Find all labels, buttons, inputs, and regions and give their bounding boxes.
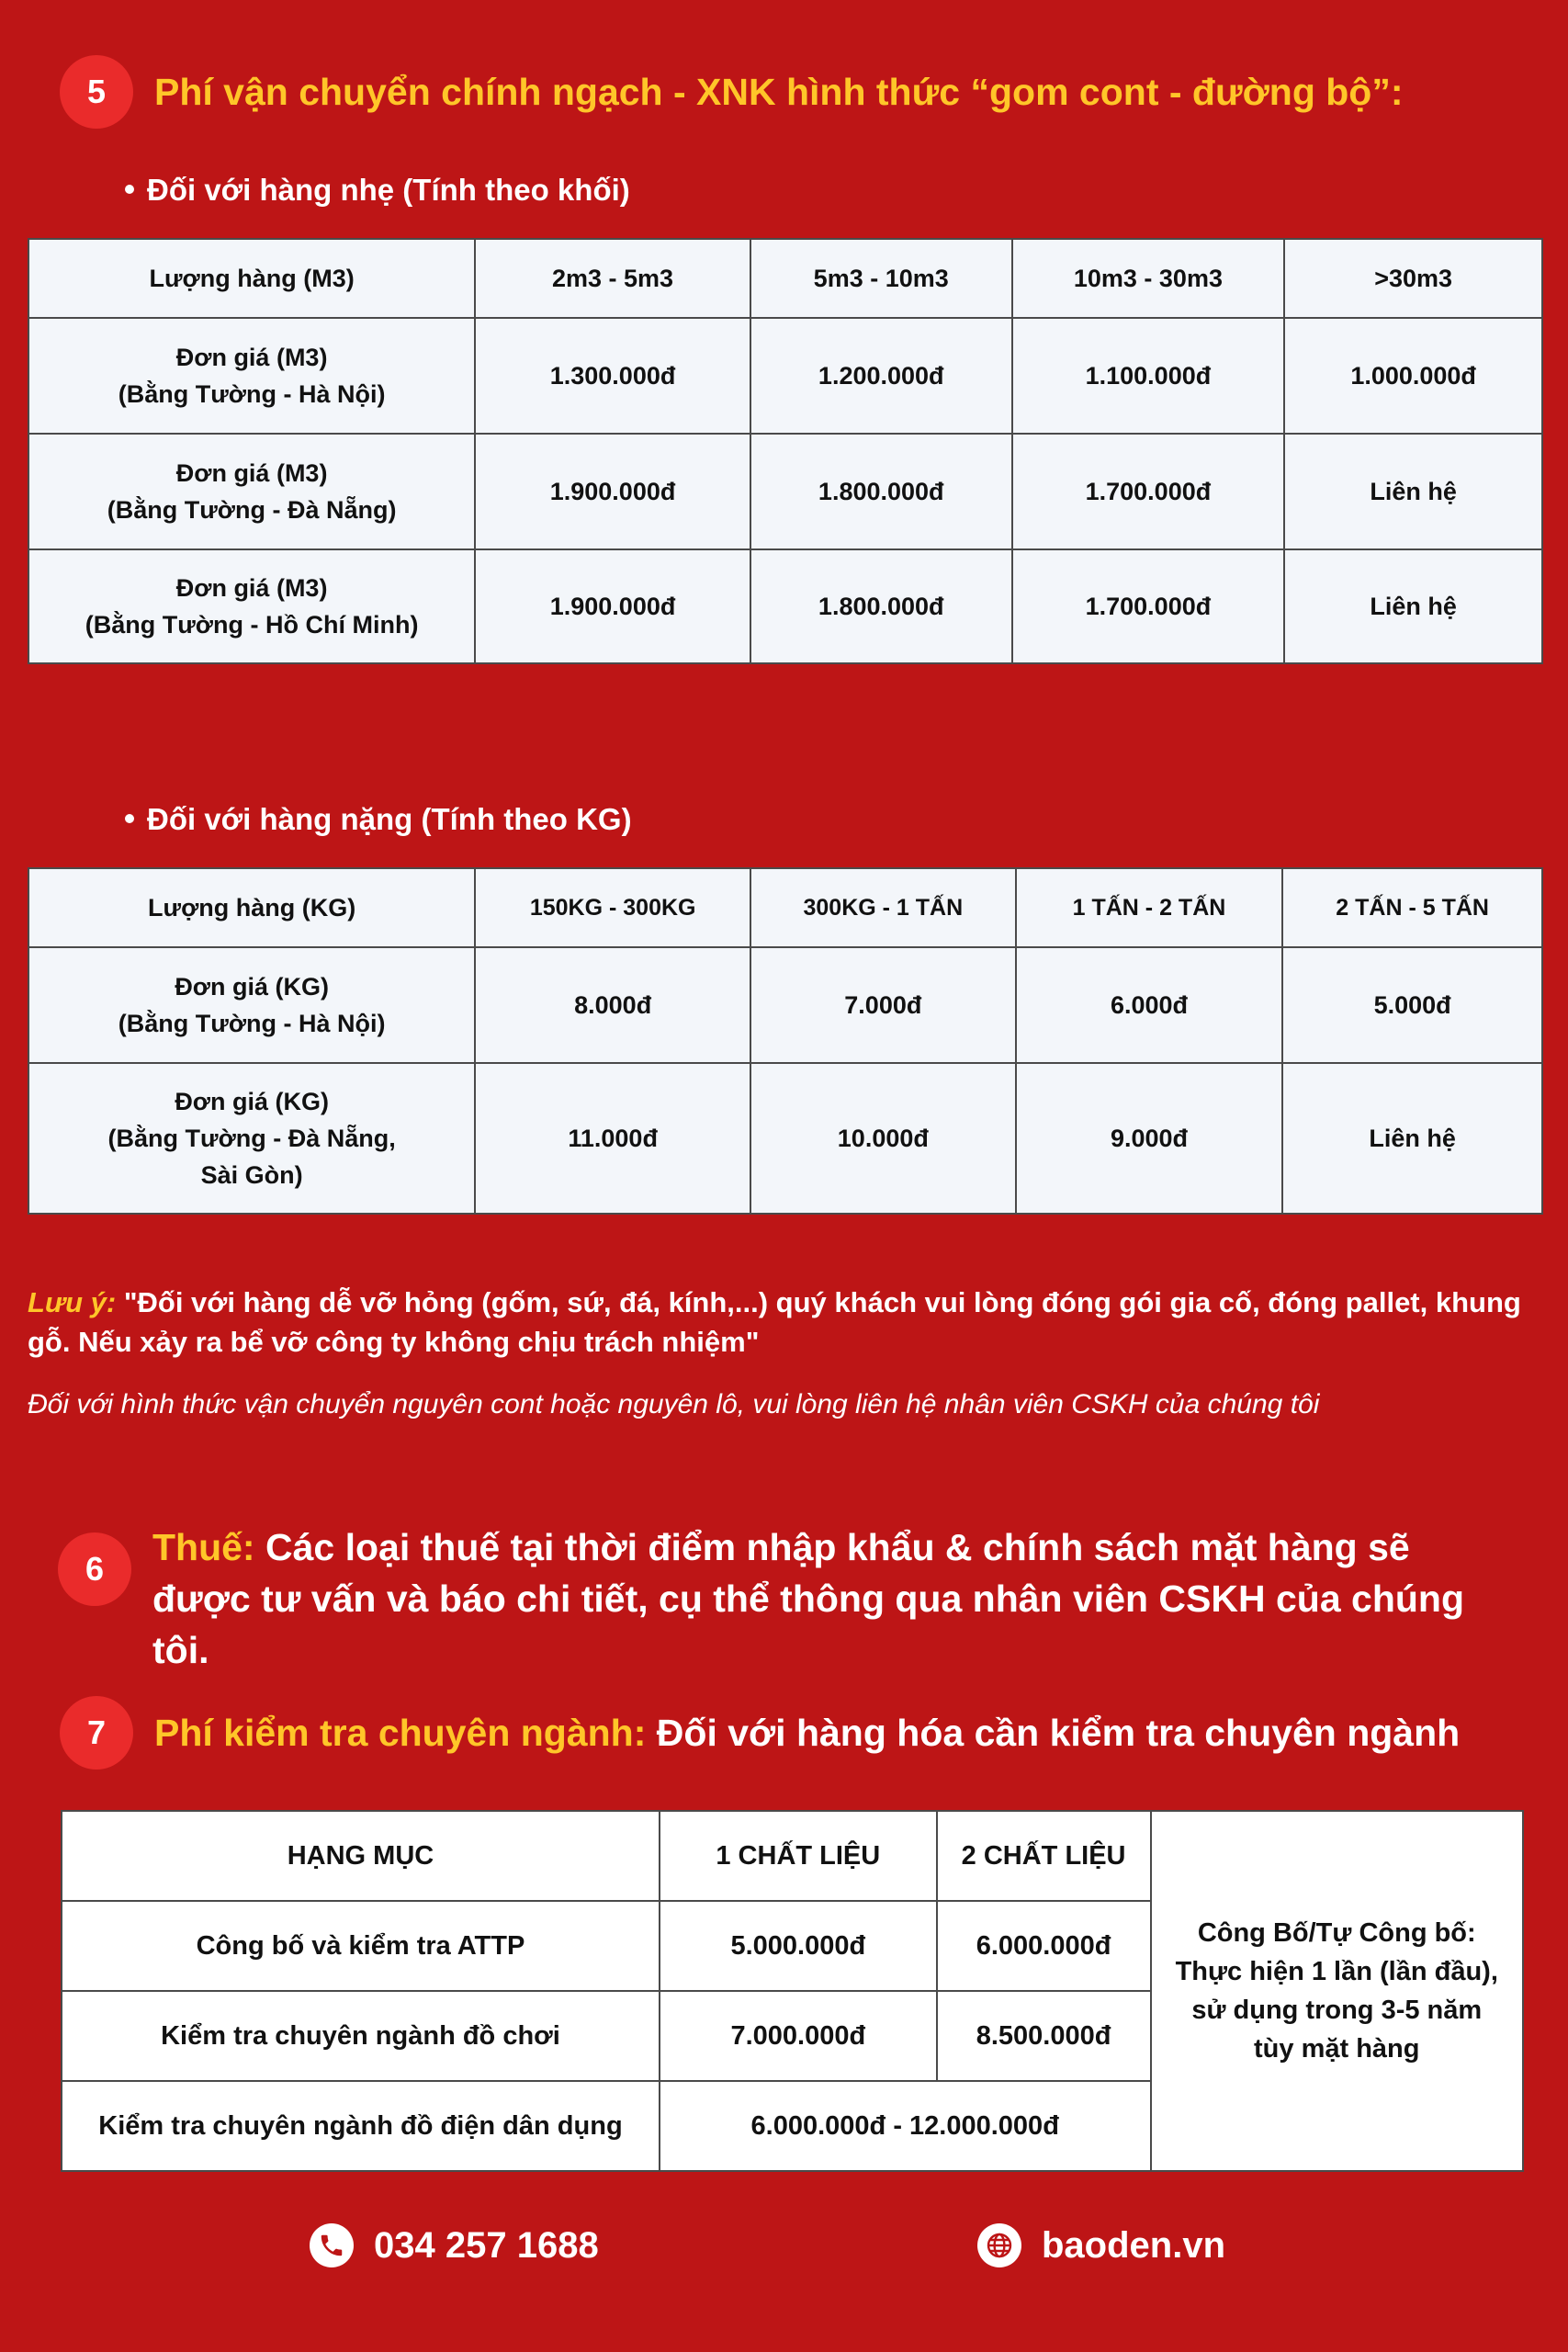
table-cell: Liên hệ [1282,1063,1542,1214]
heavy-goods-bullet [125,802,632,837]
row-label: Công bố và kiểm tra ATTP [62,1901,660,1991]
row-label: Đơn giá (M3) (Bằng Tường - Hà Nội) [28,318,475,434]
section-7-label: Phí kiểm tra chuyên ngành: [154,1712,647,1754]
footer-website[interactable] [977,2223,1225,2267]
table-cell: 7.000đ [750,947,1016,1063]
table-cell: 1.700.000đ [1012,549,1285,663]
side-note-cell: Công Bố/Tự Công bố: Thực hiện 1 lần (lần đầu), sử dụng trong 3-5 năm tùy mặt hàng [1151,1811,1524,2171]
note-label: Lưu ý: [28,1286,117,1318]
section-6-label: Thuế: [152,1526,255,1568]
heavy-goods-bullet-text: Đối với hàng nặng (Tính theo KG) [147,802,632,836]
header-cell: Lượng hàng (KG) [28,868,475,947]
table-cell: 5.000.000đ [660,1901,937,1991]
section-6-number: 6 [58,1532,131,1606]
table-header-row [28,868,1542,947]
header-cell: 2m3 - 5m3 [475,239,750,318]
section-7-title [154,1707,1532,1758]
bullet-dot-icon [125,185,134,194]
table-header-row [62,1811,1523,1901]
section-6-text [152,1521,1512,1676]
table-cell: 6.000.000đ - 12.000.000đ [660,2081,1151,2171]
header-cell: HẠNG MỤC [62,1811,660,1901]
phone-icon [310,2223,354,2267]
table-cell: 1.100.000đ [1012,318,1285,434]
table-cell: 10.000đ [750,1063,1016,1214]
note-text: "Đối với hàng dễ vỡ hỏng (gốm, sứ, đá, kính,...) quý khách vui lòng đóng gói gia cố, đóng pallet, khung gỗ. Nếu xảy ra bể vỡ công ty không chịu trách nhiệm" [28,1286,1521,1358]
row-label: Đơn giá (KG) (Bằng Tường - Đà Nẵng, Sài Gòn) [28,1063,475,1214]
bullet-dot-icon [125,814,134,823]
header-cell: 10m3 - 30m3 [1012,239,1285,318]
header-cell: >30m3 [1284,239,1542,318]
footer-phone[interactable] [310,2223,599,2267]
header-cell: 1 CHẤT LIỆU [660,1811,937,1901]
light-goods-bullet [125,173,630,208]
table-cell: 1.300.000đ [475,318,750,434]
table-cell: Liên hệ [1284,434,1542,549]
header-cell: 150KG - 300KG [475,868,750,947]
light-goods-table [28,238,1543,664]
table-cell: 5.000đ [1282,947,1542,1063]
table-row [28,318,1542,434]
table-cell: 6.000đ [1016,947,1283,1063]
table-header-row [28,239,1542,318]
header-cell: 2 CHẤT LIỆU [937,1811,1151,1901]
table-row [28,1063,1542,1214]
table-cell: 1.200.000đ [750,318,1012,434]
row-label: Kiểm tra chuyên ngành đồ điện dân dụng [62,2081,660,2171]
globe-icon [977,2223,1021,2267]
row-label: Đơn giá (KG) (Bằng Tường - Hà Nội) [28,947,475,1063]
table-cell: 9.000đ [1016,1063,1283,1214]
heavy-goods-table [28,867,1543,1215]
table-cell: 8.000đ [475,947,750,1063]
section-5-title: Phí vận chuyển chính ngạch - XNK hình thức “gom cont - đường bộ”: [154,71,1404,113]
table-cell: 1.700.000đ [1012,434,1285,549]
table-cell: 8.500.000đ [937,1991,1151,2081]
full-container-note: Đối với hình thức vận chuyển nguyên cont hoặc nguyên lô, vui lòng liên hệ nhân viên CSKH của chúng tôi [28,1389,1320,1419]
table-row [28,549,1542,663]
header-cell: 5m3 - 10m3 [750,239,1012,318]
table-cell: 1.800.000đ [750,434,1012,549]
fragile-goods-note [28,1283,1534,1362]
phone-number: 034 257 1688 [374,2224,599,2266]
section-7-number: 7 [60,1696,133,1770]
light-goods-bullet-text: Đối với hàng nhẹ (Tính theo khối) [147,173,630,207]
website-text: baoden.vn [1042,2224,1226,2266]
inspection-fee-table [61,1810,1524,2172]
table-cell: 6.000.000đ [937,1901,1151,1991]
section-6-body: Các loại thuế tại thời điểm nhập khẩu & chính sách mặt hàng sẽ được tư vấn và báo chi tiết, cụ thể thông qua nhân viên CSKH của chúng tôi. [152,1526,1465,1671]
table-row [28,947,1542,1063]
header-cell: 2 TẤN - 5 TẤN [1282,868,1542,947]
row-label: Đơn giá (M3) (Bằng Tường - Hồ Chí Minh) [28,549,475,663]
table-cell: 1.900.000đ [475,434,750,549]
header-cell: 1 TẤN - 2 TẤN [1016,868,1283,947]
row-label: Đơn giá (M3) (Bằng Tường - Đà Nẵng) [28,434,475,549]
table-cell: 7.000.000đ [660,1991,937,2081]
table-cell: Liên hệ [1284,549,1542,663]
table-cell: 1.000.000đ [1284,318,1542,434]
section-7-body: Đối với hàng hóa cần kiểm tra chuyên ngành [656,1712,1461,1754]
row-label: Kiểm tra chuyên ngành đồ chơi [62,1991,660,2081]
section-5-number: 5 [60,55,133,129]
header-cell: 300KG - 1 TẤN [750,868,1016,947]
table-row [28,434,1542,549]
header-cell: Lượng hàng (M3) [28,239,475,318]
table-cell: 1.900.000đ [475,549,750,663]
table-cell: 1.800.000đ [750,549,1012,663]
table-cell: 11.000đ [475,1063,750,1214]
